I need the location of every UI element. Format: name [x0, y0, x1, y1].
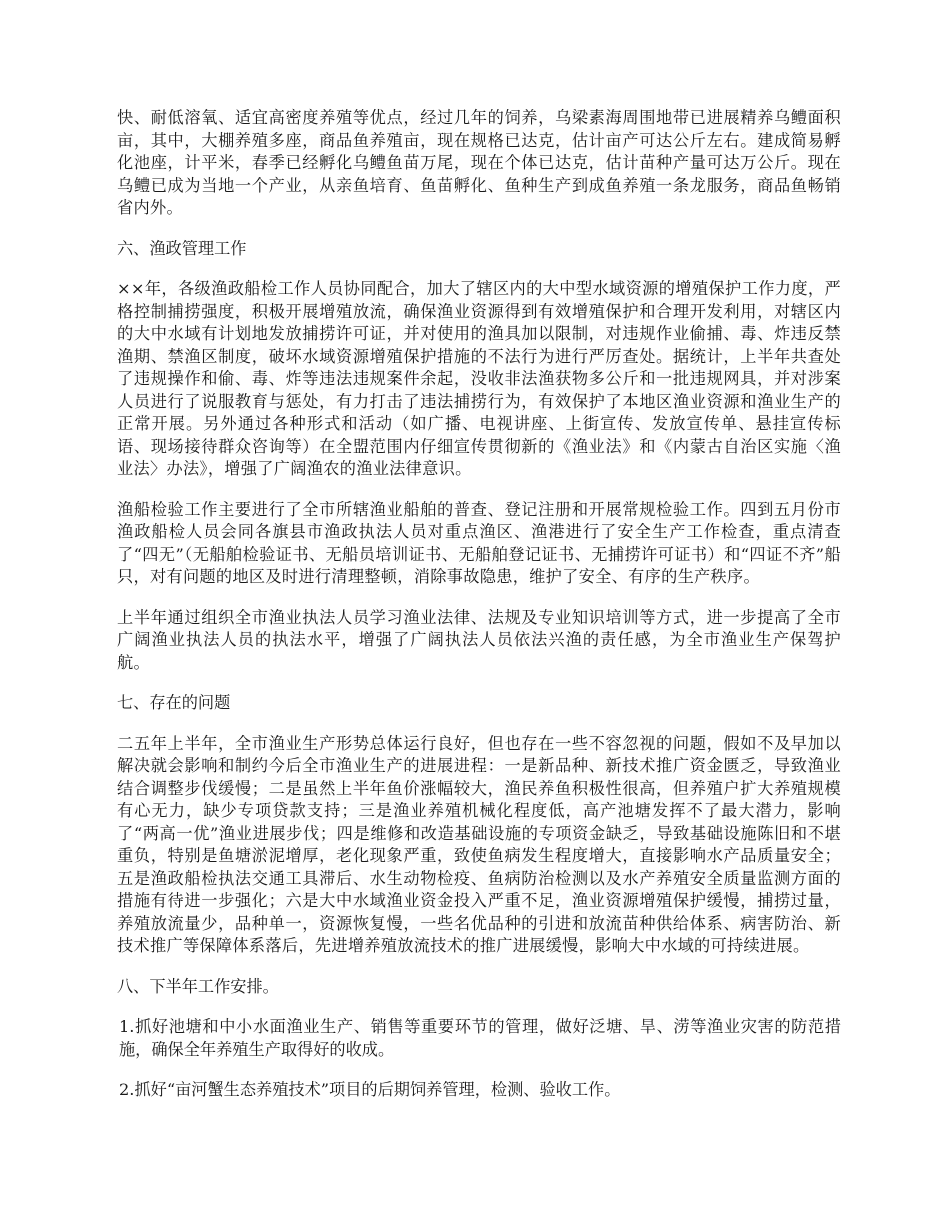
list-item-2: 2.抓好“亩河蟹生态养殖技术”项目的后期饲养管理，检测、验收工作。	[119, 1080, 621, 1099]
paragraph-6-1: ××年，各级渔政船检工作人员协同配合，加大了辖区内的大中型水域资源的增殖保护工作力度，严格控制捕捞强度，积极开展增殖放流，确保渔业资源得到有效增殖保护和合理开发利用，对辖区内的大中水域有计划地发放捕捞许可证，并对使用的渔具加以限制，对违规作业偷捕、毒、炸违反禁渔期、禁渔区制度，破坏水域资源增殖保护措施的不法行为进行严厉查处。据统计，上半年共查处了违规操作和偷、毒、炸等违法违规案件余起，没收非法渔获物多公斤和一批违规网具，并对涉案人员进行了说服教育与惩处，有力打击了违法捕捞行为，有效保护了本地区渔业资源和渔业生产的正常开展。另外通过各种形式和活动（如广播、电视讲座、上街宣传、发放宣传单、悬挂宣传标语、现场接待群众咨询等）在全盟范围内仔细宣传贯彻新的《渔业法》和《内蒙古自治区实施〈渔业法〉办法》，增强了广阔渔农的渔业法律意识。	[117, 279, 841, 478]
document-body	[117, 107, 841, 1120]
list-item-1: 1.抓好池塘和中小水面渔业生产、销售等重要环节的管理，做好泛塘、旱、涝等渔业灾害的防范措施，确保全年养殖生产取得好的收成。	[119, 1017, 841, 1059]
section-heading-8: 八、下半年工作安排。	[117, 976, 279, 996]
paragraph-6-3: 上半年通过组织全市渔业执法人员学习渔业法律、法规及专业知识培训等方式，进一步提高了全市广阔渔业执法人员的执法水平，增强了广阔执法人员依法兴渔的责任感，为全市渔业生产保驾护航。	[117, 607, 841, 672]
paragraph-intro: 快、耐低溶氧、适宜高密度养殖等优点，经过几年的饲养，乌梁素海周围地带已进展精养乌鳢面积亩，其中，大棚养殖多座，商品鱼养殖亩，现在规格已达克，估计亩产可达公斤左右。建成简易孵化池座，计平米，春季已经孵化乌鳢鱼苗万尾，现在个体已达克，估计苗种产量可达万公斤。现在乌鳢已成为当地一个产业，从亲鱼培育、鱼苗孵化、鱼种生产到成鱼养殖一条龙服务，商品鱼畅销省内外。	[117, 108, 841, 217]
paragraph-6-2: 渔船检验工作主要进行了全市所辖渔业船舶的普查、登记注册和开展常规检验工作。四到五月份市渔政船检人员会同各旗县市渔政执法人员对重点渔区、渔港进行了安全生产工作检查，重点清查了“四无”（无船舶检验证书、无船员培训证书、无船舶登记证书、无捕捞许可证书）和“四证不齐”船只，对有问题的地区及时进行清理整顿，消除事故隐患，维护了安全、有序的生产秩序。	[117, 499, 841, 586]
section-heading-7: 七、存在的问题	[117, 693, 231, 712]
section-heading-6: 六、渔政管理工作	[117, 238, 247, 258]
paragraph-7-1: 二五年上半年，全市渔业生产形势总体运行良好，但也存在一些不容忽视的问题，假如不及早加以解决就会影响和制约今后全市渔业生产的进展进程：一是新品种、新技术推广资金匮乏，导致渔业结合调整步伐缓慢；二是虽然上半年鱼价涨幅较大，渔民养鱼积极性很高，但养殖户扩大养殖规模有心无力，缺少专项贷款支持；三是渔业养殖机械化程度低，高产池塘发挥不了最大潜力，影响了“两高一优”渔业进展步伐；四是维修和改造基础设施的专项资金缺乏，导致基础设施陈旧和不堪重负，特别是鱼塘淤泥增厚，老化现象严重，致使鱼病发生程度增大，直接影响水产品质量安全；五是渔政船检执法交通工具滞后、水生动物检疫、鱼病防治检测以及水产养殖安全质量监测方面的措施有待进一步强化；六是大中水域渔业资金投入严重不足，渔业资源增殖保护缓慢，捕捞过量，养殖放流量少，品种单一，资源恢复慢，一些名优品种的引进和放流苗种供给体系、病害防治、新技术推广等保障体系落后，先进增养殖放流技术的推广进展缓慢，影响大中水域的可持续进展。	[117, 733, 841, 955]
